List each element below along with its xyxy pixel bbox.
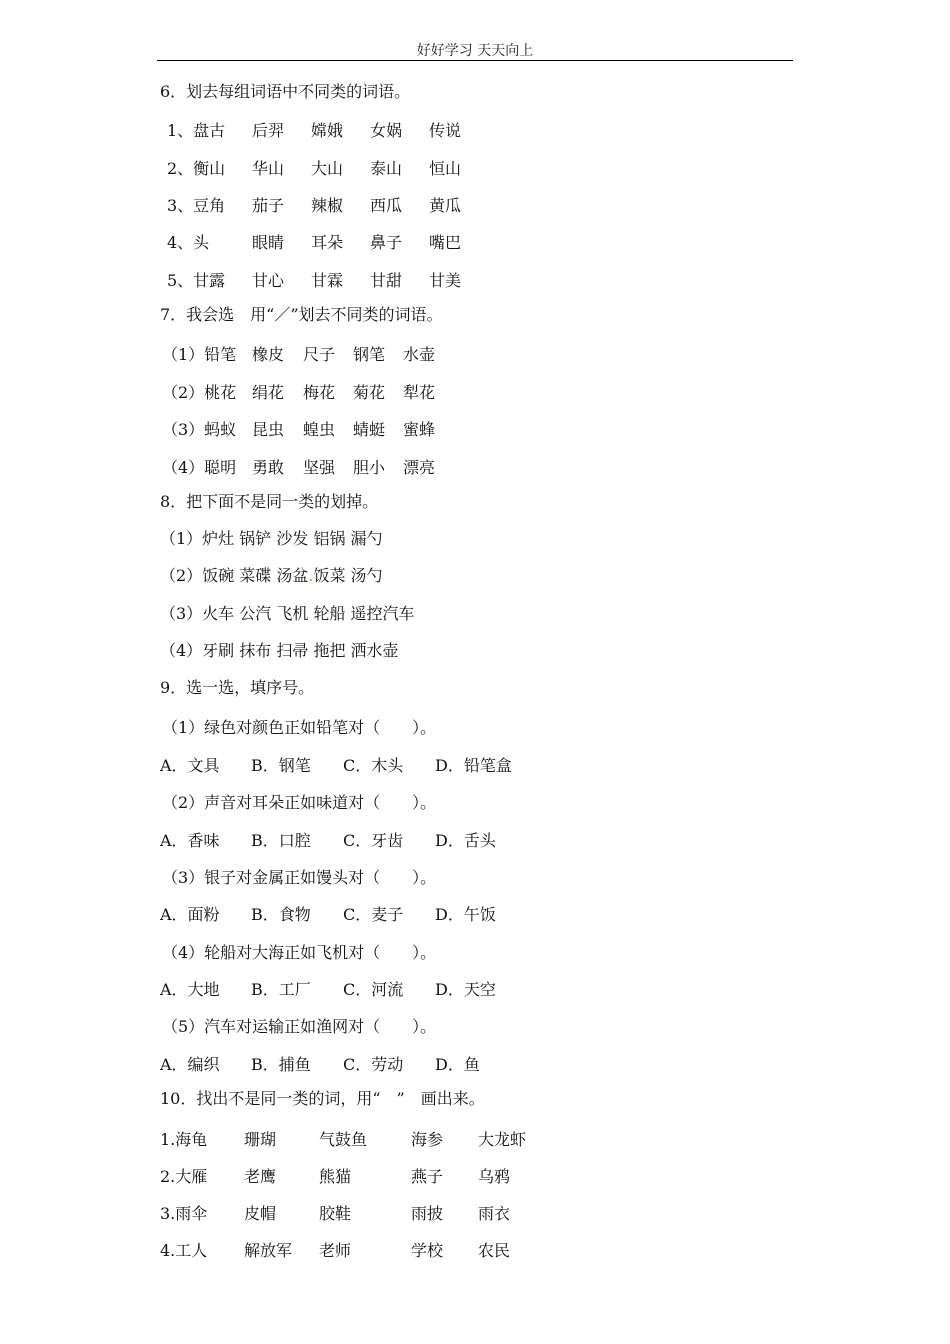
- word-cell: 昆虫: [252, 420, 285, 439]
- answer-option: D．铅笔盒: [435, 756, 512, 775]
- question-8-line: （4）牙刷 抹布 扫帚 拖把 洒水壶: [160, 641, 399, 660]
- word-cell: 漂亮: [403, 458, 436, 477]
- answer-option: D．舌头: [435, 831, 496, 850]
- answer-option: C．劳动: [343, 1055, 404, 1074]
- word-cell: 后羿: [252, 121, 285, 140]
- word-cell: 老师: [319, 1241, 352, 1260]
- word-cell: 2、衡山: [167, 159, 226, 178]
- word-cell: 蜻蜓: [353, 420, 386, 439]
- question-8-title: 8．把下面不是同一类的划掉。: [160, 492, 379, 511]
- word-cell: 乌鸦: [478, 1167, 511, 1186]
- question-10-title: 10．找出不是同一类的词，用“ ” 画出来。: [160, 1089, 485, 1108]
- question-9-prompt: （4）轮船对大海正如飞机对（ ）。: [162, 943, 437, 962]
- answer-option: C．牙齿: [343, 831, 404, 850]
- word-cell: （3）蚂蚁: [162, 420, 237, 439]
- question-8-line: （1）炉灶 锅铲 沙发 铝锅 漏勺: [160, 529, 383, 548]
- word-cell: 尺子: [303, 345, 336, 364]
- word-cell: 胶鞋: [319, 1204, 352, 1223]
- word-cell: 女娲: [370, 121, 403, 140]
- word-cell: 甘美: [429, 271, 462, 290]
- word-cell: 眼睛: [252, 233, 285, 252]
- word-cell: 黄瓜: [429, 196, 462, 215]
- word-cell: 4.工人: [160, 1241, 208, 1260]
- answer-option: D．鱼: [435, 1055, 480, 1074]
- word-cell: 农民: [478, 1241, 511, 1260]
- question-9-prompt: （2）声音对耳朵正如味道对（ ）。: [162, 793, 437, 812]
- answer-option: C．木头: [343, 756, 404, 775]
- word-cell: 胆小: [353, 458, 386, 477]
- word-cell: 珊瑚: [244, 1130, 277, 1149]
- word-cell: （1）铅笔: [162, 345, 237, 364]
- answer-option: B．捕鱼: [251, 1055, 311, 1074]
- word-cell: 菊花: [353, 383, 386, 402]
- word-cell: 辣椒: [311, 196, 344, 215]
- word-cell: 熊猫: [319, 1167, 352, 1186]
- question-7-title: 7．我会选 用“／”划去不同类的词语。: [160, 305, 443, 324]
- word-cell: 大山: [311, 159, 344, 178]
- question-9-prompt: （3）银子对金属正如馒头对（ ）。: [162, 868, 437, 887]
- question-6-title: 6．划去每组词语中不同类的词语。: [160, 82, 411, 101]
- word-cell: 茄子: [252, 196, 285, 215]
- word-cell: 蜜蜂: [403, 420, 436, 439]
- answer-option: A．香味: [160, 831, 220, 850]
- word-cell: 4、头: [167, 233, 210, 252]
- word-cell: 2.大雁: [160, 1167, 208, 1186]
- word-cell: 犁花: [403, 383, 436, 402]
- question-9-prompt: （5）汽车对运输正如渔网对（ ）。: [162, 1017, 437, 1036]
- answer-option: A．文具: [160, 756, 220, 775]
- header-rule: [157, 60, 793, 61]
- word-cell: 气鼓鱼: [319, 1130, 368, 1149]
- answer-option: A．面粉: [160, 905, 220, 924]
- word-cell: 甘霖: [311, 271, 344, 290]
- question-8-line: （3）火车 公汽 飞机 轮船 遥控汽车: [160, 604, 415, 623]
- answer-option: B．钢笔: [251, 756, 311, 775]
- word-cell: 西瓜: [370, 196, 403, 215]
- word-cell: （4）聪明: [162, 458, 237, 477]
- answer-option: A．编织: [160, 1055, 220, 1074]
- word-cell: 燕子: [411, 1167, 444, 1186]
- answer-option: B．工厂: [251, 980, 311, 999]
- word-cell: 坚强: [303, 458, 336, 477]
- word-cell: 海参: [411, 1130, 444, 1149]
- answer-option: B．口腔: [251, 831, 311, 850]
- word-cell: 雨披: [411, 1204, 444, 1223]
- word-cell: 老鹰: [244, 1167, 277, 1186]
- word-cell: 甘心: [252, 271, 285, 290]
- page-header: 好好学习 天天向上: [416, 43, 534, 59]
- answer-option: D．天空: [435, 980, 496, 999]
- word-cell: 橡皮: [252, 345, 285, 364]
- answer-option: C．河流: [343, 980, 404, 999]
- word-cell: 勇敢: [252, 458, 285, 477]
- word-cell: 水壶: [403, 345, 436, 364]
- word-cell: 解放军: [244, 1241, 293, 1260]
- word-cell: 甘甜: [370, 271, 403, 290]
- word-cell: 钢笔: [353, 345, 386, 364]
- word-cell: 雨衣: [478, 1204, 511, 1223]
- answer-option: D．午饭: [435, 905, 496, 924]
- word-cell: 传说: [429, 121, 462, 140]
- word-cell: 大龙虾: [478, 1130, 527, 1149]
- answer-option: A．大地: [160, 980, 220, 999]
- question-9-title: 9．选一选，填序号。: [160, 678, 315, 697]
- word-cell: 3.雨伞: [160, 1204, 208, 1223]
- answer-option: B．食物: [251, 905, 311, 924]
- word-cell: 耳朵: [311, 233, 344, 252]
- answer-option: C．麦子: [343, 905, 404, 924]
- word-cell: 恒山: [429, 159, 462, 178]
- word-cell: 泰山: [370, 159, 403, 178]
- word-cell: 皮帽: [244, 1204, 277, 1223]
- word-cell: 华山: [252, 159, 285, 178]
- word-cell: 3、豆角: [167, 196, 226, 215]
- word-cell: 1、盘古: [167, 121, 226, 140]
- word-cell: 鼻子: [370, 233, 403, 252]
- word-cell: 嘴巴: [429, 233, 462, 252]
- question-8-line: （2）饭碗 菜碟 汤盆.饭菜 汤勺: [160, 566, 383, 585]
- word-cell: （2）桃花: [162, 383, 237, 402]
- word-cell: 学校: [411, 1241, 444, 1260]
- word-cell: 梅花: [303, 383, 336, 402]
- word-cell: 嫦娥: [311, 121, 344, 140]
- question-9-prompt: （1）绿色对颜色正如铅笔对（ ）。: [162, 718, 437, 737]
- word-cell: 蝗虫: [303, 420, 336, 439]
- word-cell: 绢花: [252, 383, 285, 402]
- word-cell: 1.海龟: [160, 1130, 208, 1149]
- word-cell: 5、甘露: [167, 271, 226, 290]
